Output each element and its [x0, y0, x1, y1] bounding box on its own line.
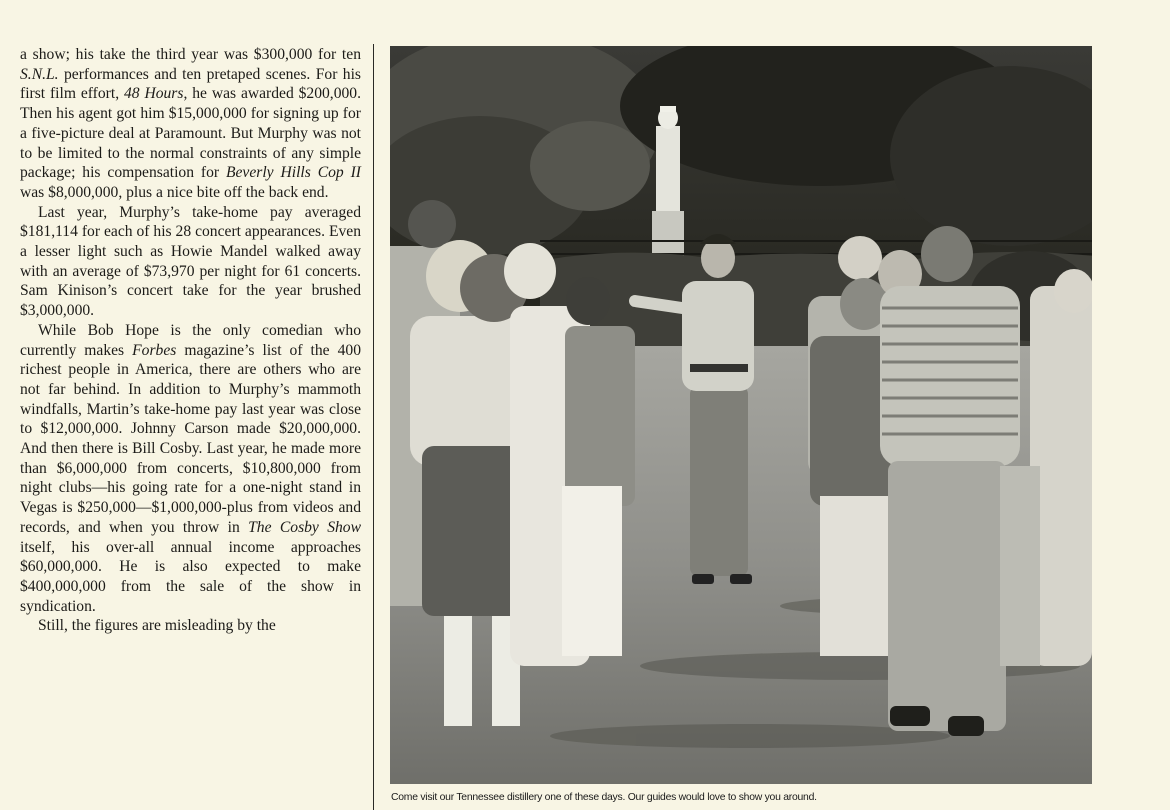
text-run: performances and ten pretaped scenes. For his first film effort, — [20, 65, 361, 103]
article-column — [20, 45, 361, 636]
text-run: magazine’s list of the 400 richest people in America, there are others who are not far behind. In addition to Murphy’s mammoth windfalls, Martin’s take-home pay last year was close to $12,000,000. Johnny Carson made $20,000,000. And then there is Bill Cosby. Last year, he made more than $6,000,000 from concerts, $10,800,000 from night clubs—his going rate for a one-night stand in Vegas is $250,000—$1,000,000-plus from videos and records, and when you throw in — [20, 341, 361, 536]
text-run: Still, the figures are misleading by the — [38, 617, 276, 635]
text-run: Last year, Murphy’s take-home pay averaged $181,114 for each of his 28 concert appearances. Even a lesser light such as Howie Mandel walked away with an average of $73,970 per night for 61 concerts. Sam Kinison’s concert take for the year brushed $3,000,000. — [20, 203, 361, 320]
italic-title: S.N.L. — [20, 65, 59, 83]
article-paragraph — [20, 203, 361, 321]
column-divider — [373, 44, 374, 810]
italic-title: Beverly Hills Cop II — [225, 164, 361, 182]
italic-title: Forbes — [132, 341, 177, 359]
article-paragraph — [20, 616, 361, 636]
text-run: a show; his take the third year was $300,000 for ten — [20, 46, 361, 63]
article-paragraph — [20, 45, 361, 203]
text-run: , he was awarded $200,000. Then his agent got him $15,000,000 for signing up for a five-picture deal at Paramount. But Murphy was not to be limited to the normal constraints of any simple package; his compensation for — [20, 85, 361, 182]
statue — [652, 106, 684, 259]
photo-caption: Come visit our Tennessee distillery one of these days. Our guides would love to show you around. — [391, 792, 817, 803]
text-run: itself, his over-all annual income approaches $60,000,000. He is also expected to make $400,000,000 from the sale of the show in syndication. — [20, 538, 361, 615]
tour-photo — [390, 46, 1092, 784]
italic-title: 48 Hours — [123, 85, 184, 103]
text-run: was $8,000,000, plus a nice bite off the back end. — [20, 183, 329, 201]
article-paragraph — [20, 321, 361, 617]
text-run: While Bob Hope is the only comedian who currently makes — [20, 321, 361, 359]
italic-title: The Cosby Show — [248, 518, 362, 536]
